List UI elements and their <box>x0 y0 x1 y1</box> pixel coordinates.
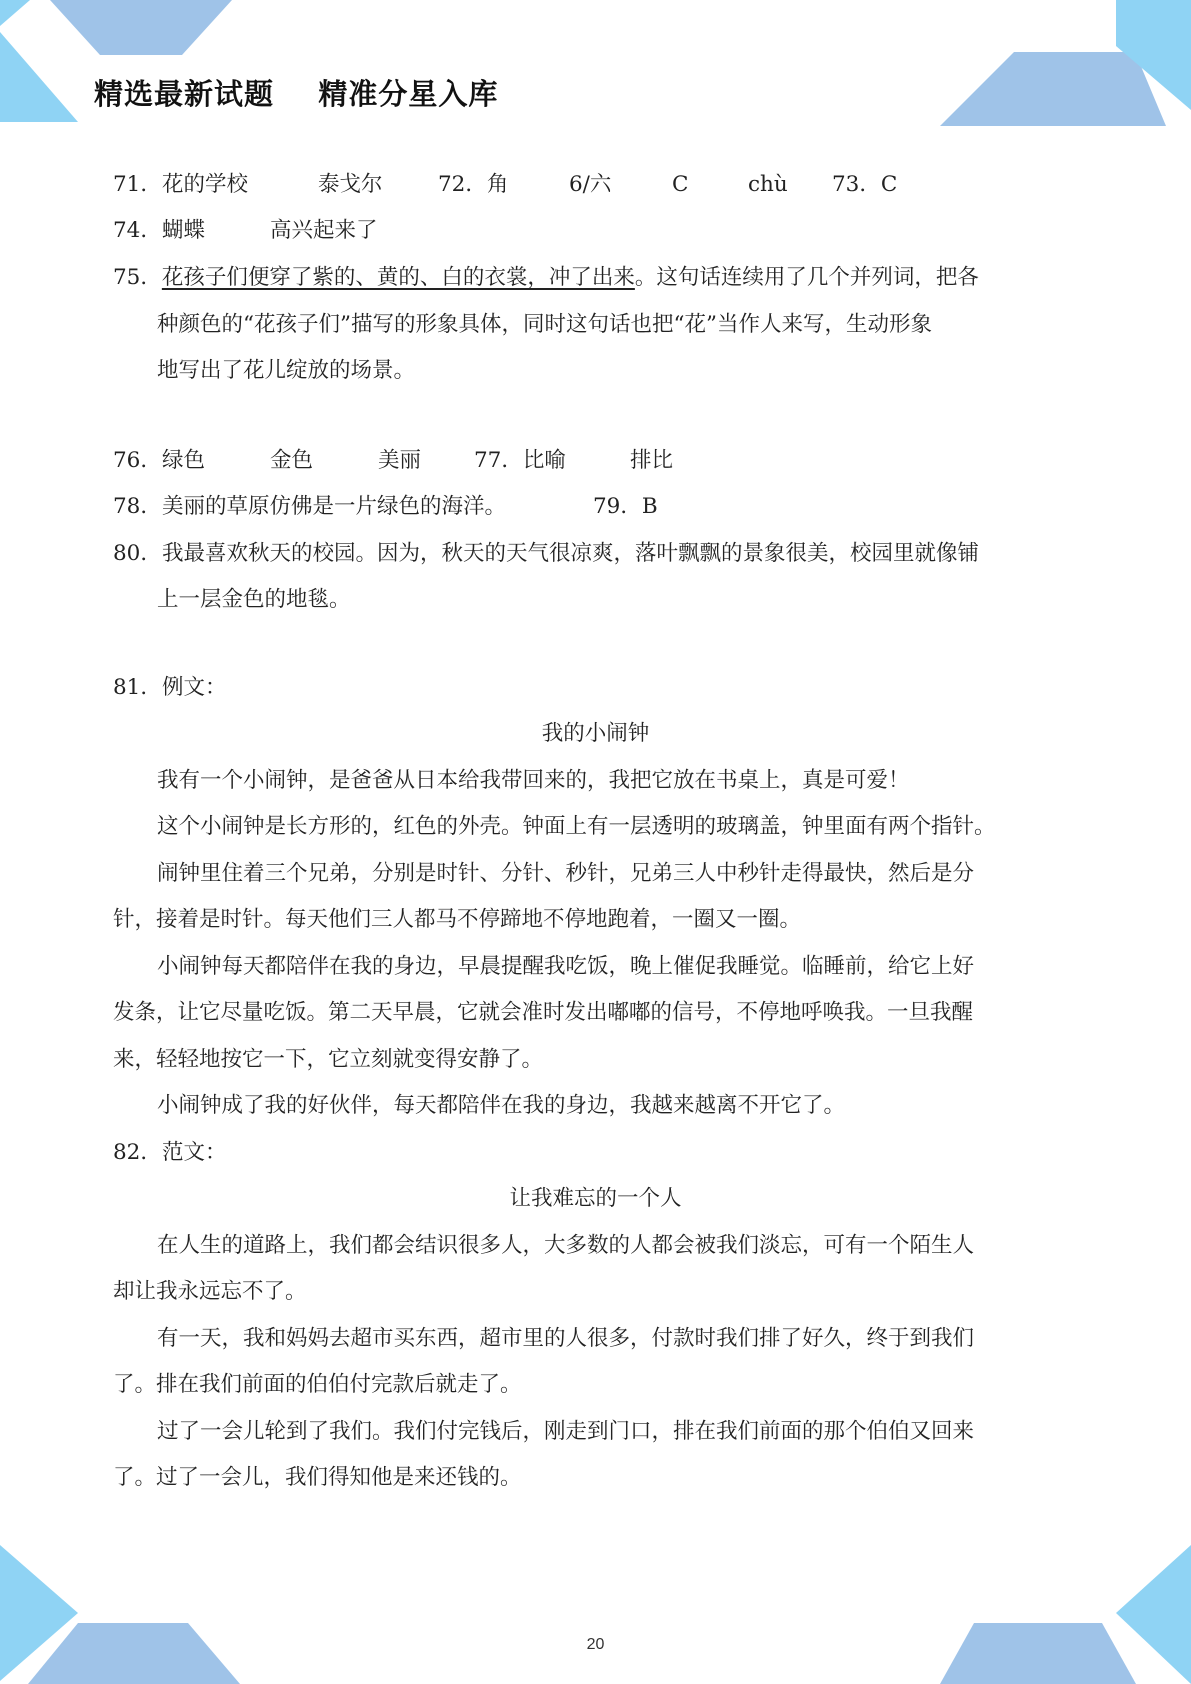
essay81-paragraph-4-line-1: 小闹钟每天都陪伴在我的身边，早晨提醒我吃饭，晚上催促我睡觉。临睡前，给它上好 <box>157 954 975 979</box>
q80-line-1: 我最喜欢秋天的校园。因为，秋天的天气很凉爽，落叶飘飘的景象很美，校园里就像铺 <box>162 541 980 566</box>
q76-answer-2: 金色 <box>270 448 314 473</box>
q82-label: 范文： <box>162 1140 227 1165</box>
q74-answer-1: 蝴蝶 <box>162 218 206 243</box>
essay81-paragraph-3-line-1: 闹钟里住着三个兄弟，分别是时针、分针、秒针，兄弟三人中秒针走得最快，然后是分 <box>157 861 975 886</box>
essay81-paragraph-4-line-3: 来，轻轻地按它一下，它立刻就变得安静了。 <box>113 1047 544 1072</box>
q74-number: 74． <box>113 218 162 243</box>
bottom-right-decoration <box>940 1545 1191 1684</box>
essay81-paragraph-5: 小闹钟成了我的好伙伴，每天都陪伴在我的身边，我越来越离不开它了。 <box>157 1093 846 1118</box>
answer-line-75 <box>113 263 979 293</box>
essay82-paragraph-1-line-2: 却让我永远忘不了。 <box>113 1279 307 1304</box>
q72-answer-2: 6/六 <box>569 172 612 197</box>
essay81-title: 我的小闹钟 <box>541 721 650 746</box>
q75-line-2: 种颜色的“花孩子们”描写的形象具体，同时这句话也把“花”当作人来写，生动形象 <box>157 312 932 337</box>
essay82-title: 让我难忘的一个人 <box>509 1186 682 1211</box>
page-number: 20 <box>586 1636 605 1653</box>
q75-number: 75． <box>113 265 162 290</box>
q80-number: 80． <box>113 541 162 566</box>
q79-answer: 79．B <box>593 494 658 519</box>
q73-answer: 73．C <box>832 172 898 197</box>
essay82-paragraph-2-line-2: 了。排在我们前面的伯伯付完款后就走了。 <box>113 1372 522 1397</box>
q82-number: 82． <box>113 1140 162 1165</box>
essay82-paragraph-3-line-1: 过了一会儿轮到了我们。我们付完钱后，刚走到门口，排在我们前面的那个伯伯又回来 <box>157 1419 975 1444</box>
q76-answer-3: 美丽 <box>378 448 422 473</box>
essay81-paragraph-3-line-2: 针，接着是时针。每天他们三人都马不停蹄地不停地跑着，一圈又一圈。 <box>113 907 802 932</box>
q77-answer-2: 排比 <box>630 448 674 473</box>
essay81-paragraph-1: 我有一个小闹钟，是爸爸从日本给我带回来的，我把它放在书桌上，真是可爱！ <box>157 768 910 793</box>
q77-answer: 77．比喻 <box>474 448 566 473</box>
q74-answer-2: 高兴起来了 <box>270 218 378 243</box>
q75-underlined-sentence: 花孩子们便穿了紫的、黄的、白的衣裳，冲了出来 <box>161 265 635 290</box>
q75-explanation: 。这句话连续用了几个并列词，把各 <box>634 265 979 290</box>
essay81-paragraph-2: 这个小闹钟是长方形的，红色的外壳。钟面上有一层透明的玻璃盖，钟里面有两个指针。 <box>157 814 996 839</box>
q76-answer-1: 绿色 <box>162 448 206 473</box>
q75-line-3: 地写出了花儿绽放的场景。 <box>157 358 416 383</box>
q71-answer: 花的学校 <box>162 172 249 197</box>
q80-line-2: 上一层金色的地毯。 <box>157 587 351 612</box>
q71-author: 泰戈尔 <box>318 172 383 197</box>
q81-number: 81． <box>113 675 162 700</box>
q78-answer: 美丽的草原仿佛是一片绿色的海洋。 <box>162 494 507 519</box>
essay82-paragraph-3-line-2: 了。过了一会儿，我们得知他是来还钱的。 <box>113 1465 522 1490</box>
q72-answer-3: C <box>672 172 689 197</box>
top-right-decoration <box>940 0 1191 130</box>
essay82-paragraph-1-line-1: 在人生的道路上，我们都会结识很多人，大多数的人都会被我们淡忘，可有一个陌生人 <box>157 1233 975 1258</box>
q72-answer-4: chù <box>748 172 788 197</box>
header-title: 精选最新试题 精准分星入库 <box>94 77 499 111</box>
essay82-paragraph-2-line-1: 有一天，我和妈妈去超市买东西，超市里的人很多，付款时我们排了好久，终于到我们 <box>157 1326 975 1351</box>
essay81-paragraph-4-line-2: 发条，让它尽量吃饭。第二天早晨，它就会准时发出嘟嘟的信号，不停地呼唤我。一旦我醒 <box>113 1000 974 1025</box>
q81-label: 例文： <box>162 675 227 700</box>
q72-answer: 72．角 <box>438 172 509 197</box>
q76-number: 76． <box>113 448 162 473</box>
q71-number: 71． <box>113 172 162 197</box>
bottom-left-decoration <box>0 1545 250 1684</box>
q78-number: 78． <box>113 494 162 519</box>
